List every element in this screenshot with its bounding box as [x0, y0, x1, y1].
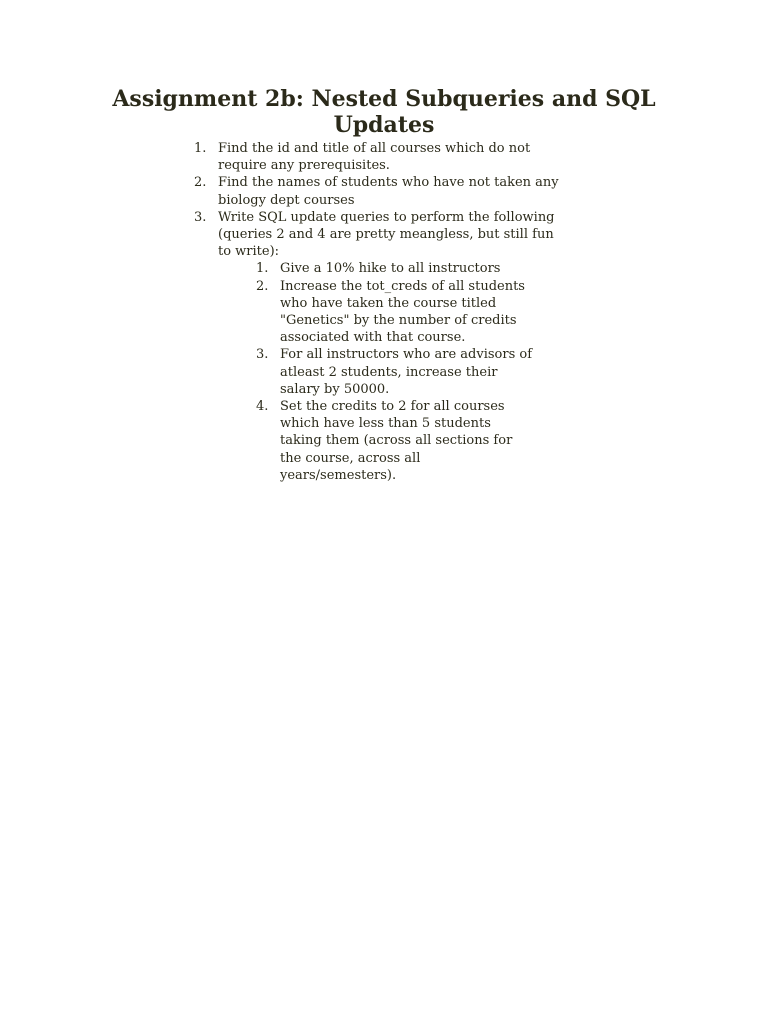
assignment-list [194, 140, 563, 484]
sub-item-text: Set the credits to 2 for all courses which have less than 5 students taking them (across all sections for the course, across all years/semesters). [280, 399, 513, 483]
item-text: Find the id and title of all courses which do not require any prerequisites. [218, 141, 531, 174]
sub-item-number: 2. [256, 278, 269, 294]
item-number: 3. [194, 209, 207, 225]
sub-list-item [256, 260, 535, 277]
item-text: Find the names of students who have not taken any biology dept courses [218, 175, 559, 208]
item-text: Write SQL update queries to perform the following (queries 2 and 4 are pretty meangless, but still fun to write): [218, 209, 555, 260]
item-number: 2. [194, 175, 207, 191]
sub-item-number: 3. [256, 347, 269, 363]
sub-item-number: 4. [256, 399, 269, 415]
update-query-list [256, 260, 535, 484]
sub-list-item [256, 278, 535, 347]
list-item [194, 140, 563, 174]
item-number: 1. [194, 141, 207, 156]
sub-list-item [256, 398, 535, 484]
document-title: Assignment 2b: Nested Subqueries and SQL Updates [112, 86, 656, 138]
sub-item-text: For all instructors who are advisors of atleast 2 students, increase their salary by 50000. [280, 347, 533, 397]
sub-item-number: 1. [256, 261, 269, 277]
list-item [194, 174, 563, 208]
sub-list-item [256, 346, 535, 398]
sub-item-text: Increase the tot_creds of all students who have taken the course titled "Genetics" by the number of credits associated with that course. [280, 278, 525, 346]
sub-item-text: Give a 10% hike to all instructors [280, 261, 501, 277]
list-item [194, 209, 563, 484]
